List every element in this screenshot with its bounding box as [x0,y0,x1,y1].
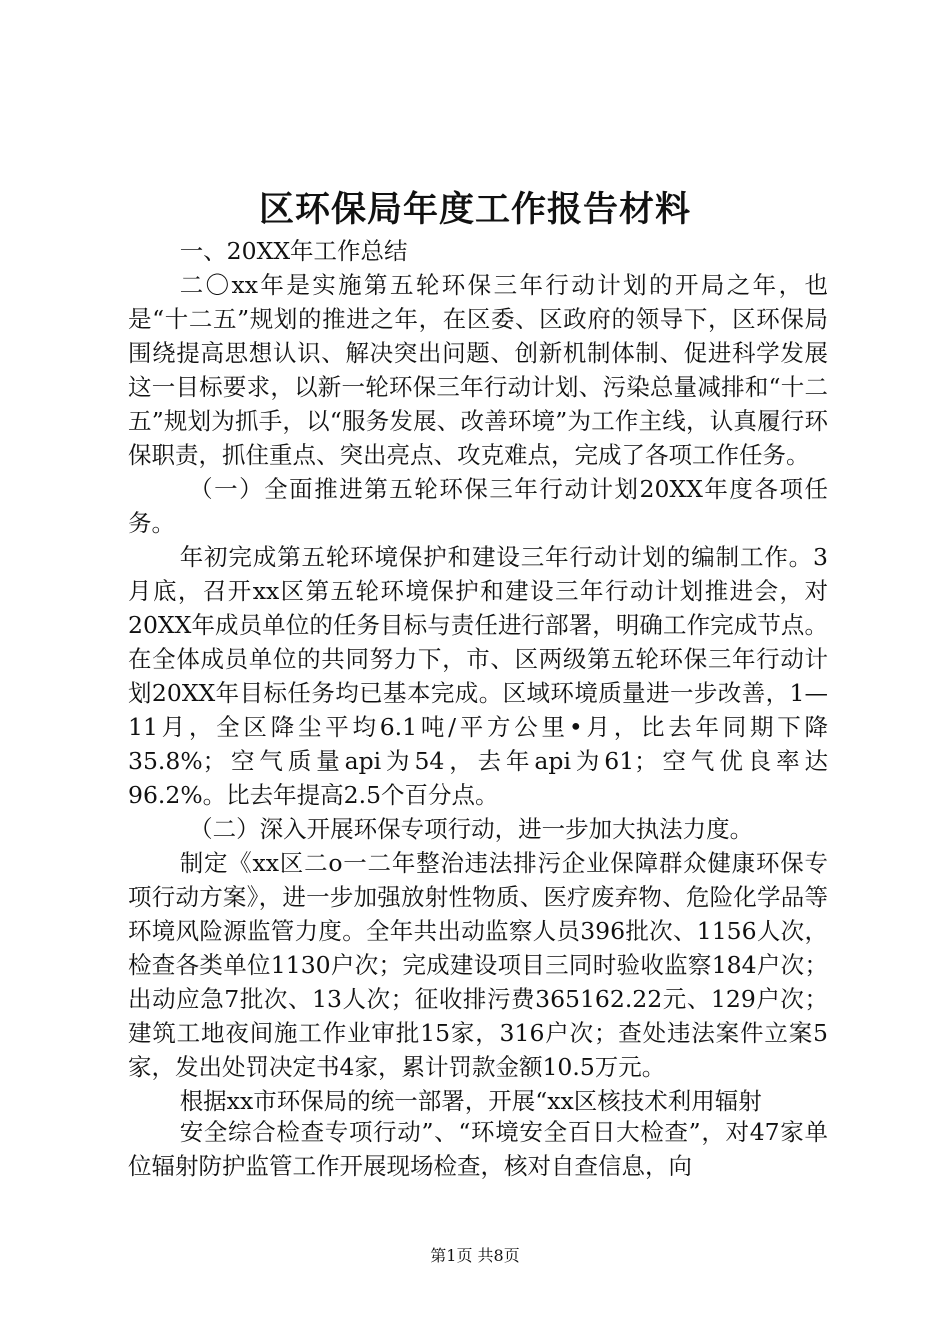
paragraph-radiation-start: 根据xx市环保局的统一部署，开展“xx区核技术利用辐射 [179,1087,762,1115]
paragraph-plan-progress: 年初完成第五轮环境保护和建设三年行动计划的编制工作。3月底，召开xx区第五轮环境保护和建设三年行动计划推进会，对20XX年成员单位的任务目标与责任进行部署，明确工作完成节点。在全体成员单位的共同努力下，市、区两级第五轮环保三年行动计划20XX年目标任务均已基本完成。区域环境质量进一步改善，1—11月，全区降尘平均6.1吨/平方公里•月，比去年同期下降35.8%；空气质量api为54，去年api为61；空气优良率达96.2%。比去年提高2.5个百分点。 [128,543,828,809]
paragraph-subheading-2: （二）深入开展环保专项行动，进一步加大执法力度。 [189,815,754,843]
paragraph-intro: 二〇xx年是实施第五轮环保三年行动计划的开局之年，也是“十二五”规划的推进之年，在区委、区政府的领导下，区环保局围绕提高思想认识、解决突出问题、创新机制体制、促进科学发展这一目标要求，以新一轮环保三年行动计划、污染总量减排和“十二五”规划为抓手，以“服务发展、改善环境”为工作主线，认真履行环保职责，抓住重点、突出亮点、攻克难点，完成了各项工作任务。 [128,271,828,469]
paragraph-radiation-continued: 安全综合检查专项行动”、“环境安全百日大检查”，对47家单位辐射防护监管工作开展现场检查，核对自查信息，向 [128,1118,828,1180]
document-body [128,234,828,1118]
document-title: 区环保局年度工作报告材料 [258,189,691,230]
paragraph-enforcement: 制定《xx区二o一二年整治违法排污企业保障群众健康环保专项行动方案》，进一步加强放射性物质、医疗废弃物、危险化学品等环境风险源监管力度。全年共出动监察人员396批次、1156人次，检查各类单位1130户次；完成建设项目三同时验收监察184户次；出动应急7批次、13人次；征收排污费365162.22元、129户次；建筑工地夜间施工作业审批15家，316户次；查处违法案件立案5家，发出处罚决定书4家，累计罚款金额10.5万元。 [128,849,828,1081]
paragraph-section-heading: 一、20XX年工作总结 [179,237,408,265]
page-footer: 第1页 共8页 [430,1246,520,1265]
document-continuation [128,1115,828,1183]
paragraph-subheading-1: （一）全面推进第五轮环保三年行动计划20XX年度各项任务。 [128,475,828,537]
